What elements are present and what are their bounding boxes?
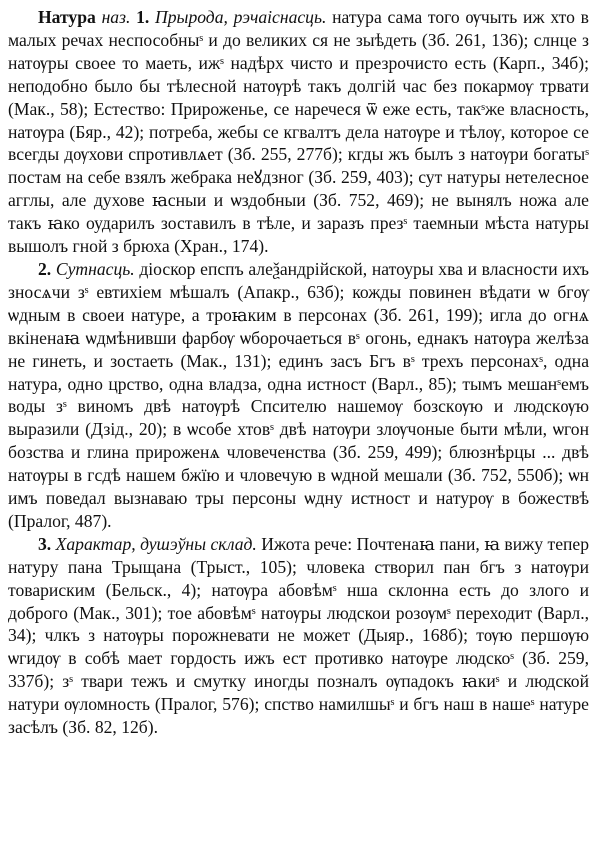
sense-1-citations: натура сама того ѹчыть иж хто в малых речах неспособныˢ и до великих ся не зыѣдеть (Зб. 261, 136); слнце з натѹры своее то маеть, ижˢ надѣрх чисто и презрочисто есть (Карп., 34б); неподобно было бы тѣлесной натѹрѣ такъ долгій час без покармѹ трвати (Мак., 58); Естество: Прироженье, се наречеся ѿ еже есть, такˢже власность, натѹра (Бяр., 42); потреба, жебы се кгвалтъ дела натѹре и тѣлѹ, которое се всегды дѹхови спротивлѧет (Зб. 255, 277б); кгды жъ былъ з натѹри богатыˢ постам на себе взялъ жебрака неꙋдзног (Зб. 259, 403); сут натуры нетелесное агглы, але духове ꙗсныи и ѡздобныи (Зб. 752, 469); не вынялъ ножа але такъ ꙗко оударилъ зоставилъ в тѣле, и заразъ презˢ таемныи мѣста натуры вышолъ гной з брюха (Хран., 174). — [8, 7, 589, 257]
sense-1-gloss: Прырода, рэчаіснасць. — [155, 7, 327, 27]
sense-1-number: 1. — [136, 7, 150, 27]
part-of-speech: наз. — [101, 7, 131, 27]
sense-3-citations: Ижота рече: Почтенаꙗ пани, ꙗ вижу тепер натуру пана Трыщана (Трыст., 105); чловека створил пан бгъ з натѹри товариским (Бельск., 4); натѹра абовѣмˢ нша склонна есть до злого и доброго (Мак., 301); тое абовѣмˢ натѹры людскои розѹмˢ переходит (Варл., 34); члкъ з натѹры порожневати не может (Дыяр., 168б); тѹю першѹю ѡгидѹ в собѣ мает гордость ижъ ест противко натѹре людскоˢ (Зб. 259, 337б); зˢ твари тежъ и смутку иногды позналъ ѹпадокъ ꙗкиˢ и людской натури ѹломность (Пралог, 576); спство намилшыˢ и бгъ наш в нашеˢ натуре засѣлъ (Зб. 82, 12б). — [8, 533, 590, 738]
headword: Натура — [38, 7, 96, 27]
sense-2-number: 2. — [38, 258, 52, 279]
sense-1-paragraph — [8, 6, 589, 258]
sense-3-gloss: Характар, душэўны склад. — [55, 533, 257, 554]
sense-3-paragraph — [8, 533, 589, 739]
sense-2-citations: діоскор епспъ алеѯандрійской, натоуры хва и власности ихъ зносѧчи зˢ евтихіем мѣшалъ (Апакр., 63б); кожды повинен вѣдати ѡ бгѹ ѡдным в своеи натуре, а троꙗким в персонах (Зб. 261, 199); игла до огнѧ вкіненаꙗ ѡдмѣнивши фарбѹ ѡборочаеться вˢ огонь, еднакъ натѹра желѣза не гинеть, и зостаеть (Мак., 131); единъ засъ Бгъ вˢ трехъ персонахˢ, одна натура, одно црство, одна владза, одна истност (Варл., 85); тымъ мешанˢемъ воды зˢ виномъ двѣ натѹрѣ Спсителю нашемѹ бозскѹю и людскѹю выразили (Дзід., 20); в ѡсобе хтовˢ двѣ натѹри злѹчоные быти мѣли, ѡгон бозства и глина прироженѧ чловеченства (Зб. 259, 499); блюзнѣрцы ... двѣ натѹры в гсдѣ нашем бжїю и чловечую в ѡдной мешали (Зб. 752, 550б); ѡн имъ поведал вызнаваю тры персоны ѡдну истност и натурѹ в божествѣ (Пралог, 487). — [8, 258, 590, 531]
sense-3-number: 3. — [38, 533, 52, 554]
sense-2-paragraph — [8, 258, 589, 533]
sense-2-gloss: Сутнасць. — [55, 258, 135, 279]
